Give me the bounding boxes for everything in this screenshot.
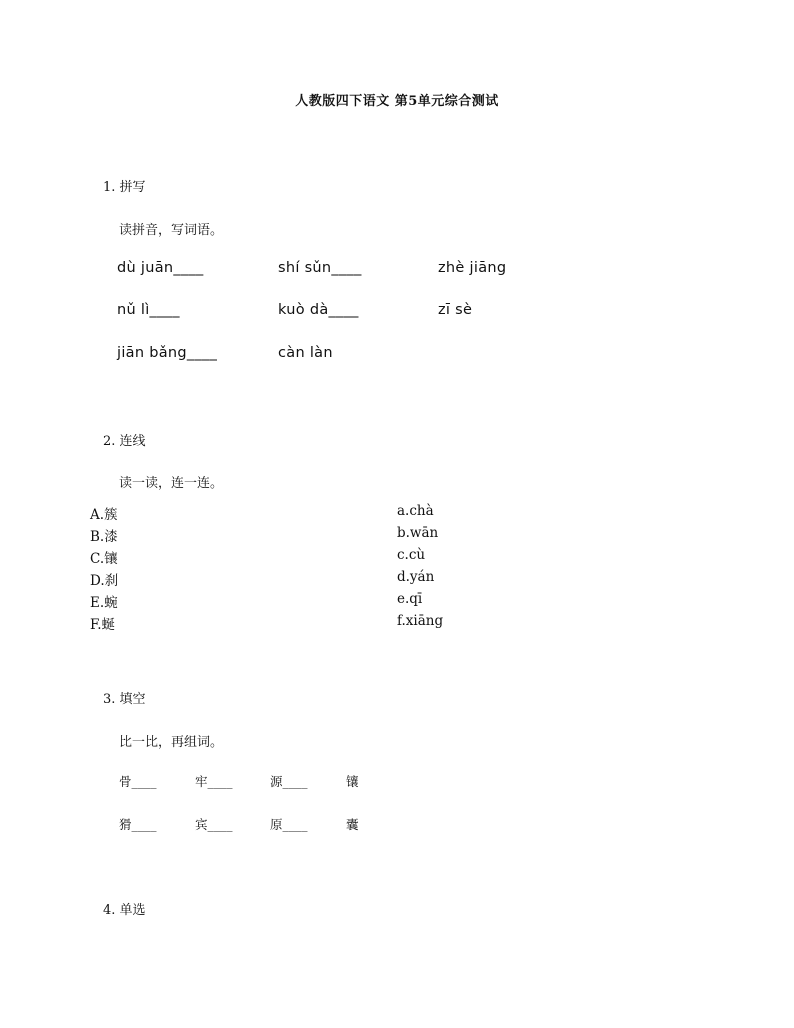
q3-row2-item-1: 猾____ <box>119 817 157 832</box>
q1-item-7: jiān bǎng____ <box>117 345 218 361</box>
q2-left-a: A.簇 <box>90 507 118 523</box>
q1-heading: 1. 拼写 <box>103 180 146 195</box>
q1-item-6: zī sè <box>438 302 473 318</box>
q2-left-d: D.刹 <box>90 573 119 589</box>
q1-item-3: zhè jiāng <box>438 260 507 276</box>
q3-heading: 3. 填空 <box>103 692 146 707</box>
q2-right-d: d.yán <box>397 569 435 585</box>
q4-heading: 4. 单选 <box>103 903 146 918</box>
q2-instruction: 读一读，连一连。 <box>119 476 224 491</box>
q2-left-b: B.漆 <box>90 529 118 545</box>
q3-instruction: 比一比，再组词。 <box>119 735 224 750</box>
q2-right-f: f.xiāng <box>397 613 444 629</box>
q1-item-5: kuò dà____ <box>278 302 359 318</box>
q2-right-c: c.cù <box>397 547 426 563</box>
q2-heading: 2. 连线 <box>103 434 146 449</box>
q2-left-f: F.蜒 <box>90 617 116 633</box>
q3-row2-item-4: 囊 <box>346 817 359 832</box>
q3-row1-item-4: 镶 <box>346 774 359 789</box>
q1-item-2: shí sǔn____ <box>278 260 362 276</box>
q1-instruction: 读拼音，写词语。 <box>119 223 224 238</box>
q3-row2-item-2: 宾____ <box>195 817 233 832</box>
q2-right-a: a.chà <box>397 503 434 519</box>
q1-item-1: dù juān____ <box>117 260 204 276</box>
q2-right-e: e.qī <box>397 591 423 607</box>
q1-item-4: nǔ lì____ <box>117 302 180 318</box>
q1-item-8: càn làn <box>278 345 333 361</box>
q3-row1-item-1: 骨____ <box>119 774 157 789</box>
q3-row1-item-2: 牢____ <box>195 774 233 789</box>
q2-left-e: E.蜿 <box>90 595 118 611</box>
page-title: 人教版四下语文 第5单元综合测试 <box>295 94 499 109</box>
q2-right-b: b.wān <box>397 525 439 541</box>
q3-row1-item-3: 源____ <box>270 774 308 789</box>
q2-left-c: C.镶 <box>90 551 118 567</box>
q3-row2-item-3: 原____ <box>270 817 308 832</box>
